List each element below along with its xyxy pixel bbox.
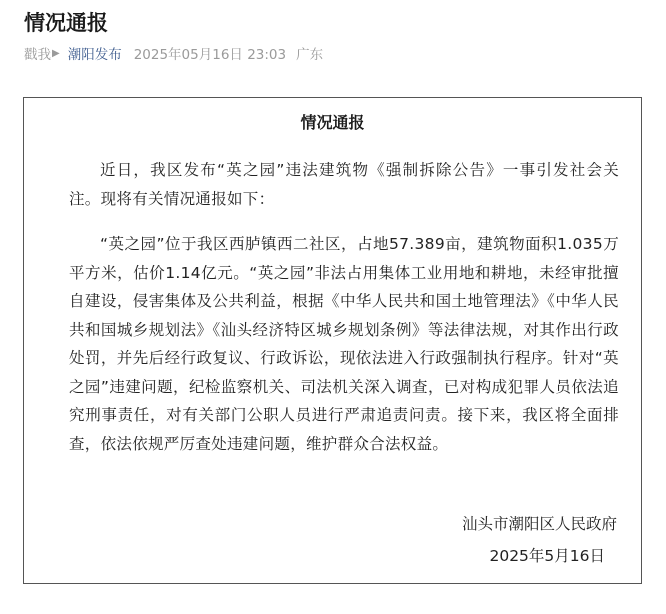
signature-organization: 汕头市潮阳区人民政府: [461, 515, 617, 533]
article-meta: [24, 42, 323, 64]
play-triangle-icon: ▶: [52, 47, 60, 59]
poke-me-label: 戳我: [24, 47, 51, 63]
publish-datetime: 2025年05月16日 23:03: [133, 47, 287, 63]
signature-date: 2025年5月16日: [489, 547, 605, 565]
notice-paragraph: 近日，我区发布“英之园”违法建筑物《强制拆除公告》一事引发社会关注。现将有关情况通报如下：: [69, 161, 619, 208]
page-title: 情况通报: [24, 11, 108, 35]
source-account-link[interactable]: 潮阳发布: [67, 47, 122, 63]
notice-title: 情况通报: [300, 113, 365, 132]
poke-me-button[interactable]: [24, 43, 60, 63]
notice-paragraph: “英之园”位于我区西胪镇西二社区，占地57.389亩，建筑物面积1.035万平方米，估价1.14亿元。“英之园”非法占用集体工业用地和耕地，未经审批擅自建设，侵害集体及公共利益，根据《中华人民共和国土地管理法》《中华人民共和国城乡规划法》《汕头经济特区城乡规划条例》等法律法规，对其作出行政处罚，并先后经行政复议、行政诉讼，现依法进入行政强制执行程序。针对“英之园”违建问题，纪检监察机关、司法机关深入调查，已对构成犯罪人员依法追究刑事责任，对有关部门公职人员进行严肃追责问责。接下来，我区将全面排查，依法依规严厉查处违建问题，维护群众合法权益。: [69, 235, 619, 453]
publish-location: 广东: [296, 47, 324, 63]
notice-document: [23, 97, 642, 584]
